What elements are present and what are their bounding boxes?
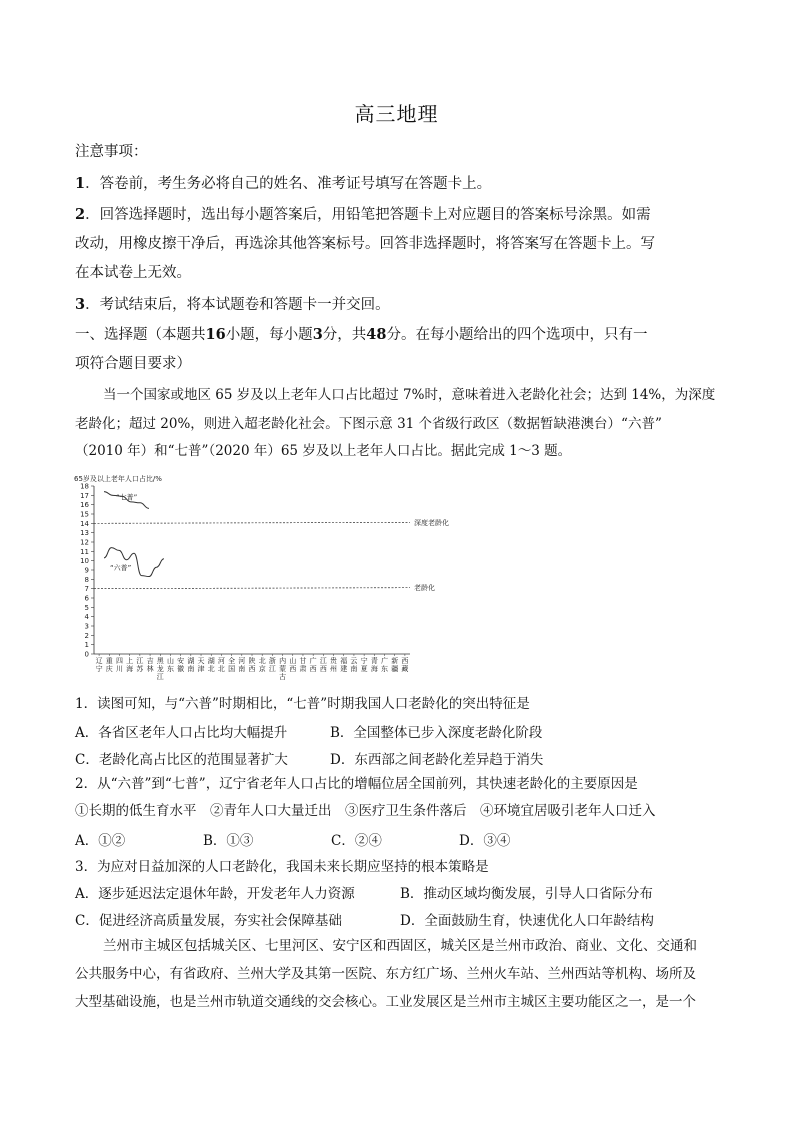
series-label: “七普” (116, 493, 138, 502)
x-tick-label-top: 湖 (207, 657, 215, 665)
y-tick-label: 14 (80, 519, 89, 528)
section-text-c: 分，共 (322, 327, 367, 343)
question-1-option-d[interactable]: D．东西部之间老龄化差异趋于消失 (330, 752, 544, 768)
x-tick-label-bottom: 南 (350, 665, 358, 673)
section-num-points: 3 (312, 326, 323, 343)
section-num-questions: 16 (205, 326, 226, 343)
x-tick-label-top: 辽 (95, 657, 103, 665)
y-tick-label: 2 (84, 631, 89, 640)
passage2-line3: 大型基础设施，也是兰州市轨道交通线的交会核心。工业发展区是兰州市主城区主要功能区之一，是一个 (75, 994, 696, 1010)
x-tick-label-top: 安 (177, 657, 185, 665)
x-tick-label-bottom: 肃 (299, 665, 307, 673)
notice-item-1-text: ．答卷前，考生务必将自己的姓名、准考证号填写在答题卡上。 (85, 176, 492, 192)
x-tick-label-top: 北 (258, 657, 266, 665)
x-tick-label-top: 山 (166, 657, 174, 665)
x-tick-label-bottom: 京 (258, 665, 266, 673)
x-tick-label-top: 江 (319, 657, 327, 665)
question-2-option-c[interactable]: C．②④ (331, 833, 382, 849)
x-tick-label-bottom: 南 (238, 665, 246, 673)
y-tick-label: 17 (80, 491, 89, 500)
y-tick-label: 7 (84, 585, 89, 594)
notice-item-2-text-c: 在本试卷上无效。 (75, 265, 191, 281)
x-tick-label-bottom: 疆 (391, 665, 399, 673)
passage2-line2: 公共服务中心，有省政府、兰州大学及其第一医院、东方红广场、兰州火车站、兰州西站等机构、场所及 (75, 966, 696, 982)
x-tick-label-top: 福 (340, 657, 348, 665)
x-tick-label-top: 云 (350, 657, 358, 665)
notice-item-1-number: 1 (75, 175, 86, 192)
x-tick-label-top: 西 (401, 657, 409, 665)
y-tick-label: 1 (84, 641, 89, 650)
x-tick-label-bottom: 海 (126, 665, 134, 673)
x-tick-label-bottom: 藏 (401, 665, 409, 673)
x-tick-label-top: 河 (217, 657, 225, 665)
y-tick-label: 0 (84, 650, 89, 659)
section-text-d: 分。在每小题给出的四个选项中，只有一 (386, 327, 648, 343)
chart-y-axis-label: 65岁及以上老年人口占比/% (74, 475, 162, 483)
question-2-option-b[interactable]: B．①③ (203, 833, 254, 849)
series-label: “六普” (110, 564, 132, 572)
x-tick-label-bottom: 西 (309, 665, 317, 673)
x-tick-label-bottom: 蒙 (279, 665, 287, 673)
x-tick-label-bottom: 东 (381, 665, 389, 673)
x-tick-label-bottom: 西 (248, 665, 256, 673)
x-tick-label-top: 吉 (146, 657, 154, 665)
x-tick-label-top: 山 (289, 657, 297, 665)
passage1-line2: 老龄化；超过 20%，则进入超老龄化社会。下图示意 31 个省级行政区（数据暂缺港澳台）“六普” (75, 416, 662, 432)
question-3-option-c[interactable]: C．促进经济高质量发展，夯实社会保障基础 (75, 913, 342, 929)
x-tick-label-top: 宁 (360, 657, 368, 665)
y-tick-label: 16 (80, 501, 89, 510)
notice-item-2-number: 2 (75, 206, 86, 223)
aging-population-chart (70, 468, 470, 686)
section-heading-line2: 项符合题目要求） (75, 356, 191, 372)
question-1-stem: 1．读图可知，与“六普”时期相比，“七普”时期我国人口老龄化的突出特征是 (75, 696, 530, 712)
question-3-stem: 3．为应对日益加深的人口老龄化，我国未来长期应坚持的根本策略是 (75, 859, 489, 875)
notice-item-1 (75, 173, 725, 195)
x-tick-label-bottom: 北 (207, 665, 215, 673)
question-1-option-b[interactable]: B．全国整体已步入深度老龄化阶段 (330, 725, 543, 741)
passage2-line1: 兰州市主城区包括城关区、七里河区、安宁区和西固区，城关区是兰州市政治、商业、文化、交通和 (103, 938, 697, 954)
x-tick-label-top: 广 (381, 657, 389, 665)
x-tick-label-top: 新 (391, 657, 399, 665)
x-tick-label-top: 内 (279, 657, 287, 665)
x-tick-label-bottom: 州 (330, 665, 338, 673)
y-tick-label: 10 (80, 557, 89, 566)
question-1-option-c[interactable]: C．老龄化高占比区的范围显著扩大 (75, 752, 288, 768)
x-tick-label-bottom: 西 (319, 665, 327, 673)
x-tick-label-bottom: 北 (217, 665, 225, 673)
x-tick-label-top: 四 (115, 657, 123, 665)
x-tick-label-bottom: 林 (146, 665, 154, 673)
y-tick-label: 6 (84, 594, 89, 603)
x-tick-label-bottom: 川 (115, 665, 123, 673)
question-3-option-a[interactable]: A．逐步延迟法定退休年龄，开发老年人力资源 (75, 886, 355, 902)
y-tick-label: 3 (84, 622, 89, 631)
x-tick-label-bottom: 南 (187, 665, 195, 673)
y-tick-label: 18 (80, 482, 89, 491)
passage1-line3: （2010 年）和“七普”（2020 年）65 岁及以上老年人口占比。据此完成 1～3 题。 (75, 443, 572, 459)
y-tick-label: 5 (84, 603, 89, 612)
y-tick-label: 12 (80, 538, 89, 547)
notice-item-2-text-a: ．回答选择题时，选出每小题答案后，用铅笔把答题卡上对应题目的答案标号涂黑。如需 (85, 207, 651, 223)
x-tick-label-bottom: 建 (340, 665, 348, 673)
x-tick-label-top: 河 (238, 657, 246, 665)
x-tick-label-top: 贵 (330, 657, 338, 665)
y-tick-label: 11 (80, 547, 89, 556)
x-tick-label-top: 重 (105, 657, 113, 665)
page-title: 高三地理 (354, 102, 439, 126)
x-tick-label-top: 甘 (299, 657, 307, 665)
section-heading (75, 324, 725, 346)
x-tick-label-bottom: 国 (228, 665, 236, 673)
question-2-option-d[interactable]: D．③④ (459, 833, 511, 849)
notice-item-3 (75, 294, 725, 316)
x-tick-label-bottom: 苏 (136, 665, 144, 673)
reference-line (94, 522, 410, 523)
notice-item-3-text: ．考试结束后，将本试题卷和答题卡一并交回。 (85, 297, 390, 313)
x-tick-label-top: 江 (136, 657, 144, 665)
x-tick-label-extra: 江 (156, 673, 164, 681)
x-tick-label-top: 全 (228, 657, 236, 665)
x-tick-label-top: 天 (197, 657, 205, 665)
x-tick-label-bottom: 庆 (105, 665, 113, 673)
section-text-b: 小题，每小题 (225, 327, 313, 343)
question-3-option-d[interactable]: D．全面鼓励生育，快速优化人口年龄结构 (400, 913, 654, 929)
y-tick-label: 9 (84, 566, 89, 575)
reference-line-label: 深度老龄化 (414, 518, 449, 527)
x-tick-label-top: 湖 (187, 657, 195, 665)
section-num-total: 48 (366, 326, 387, 343)
x-tick-label-bottom: 徽 (177, 665, 185, 673)
y-tick-label: 8 (84, 575, 89, 584)
reference-line (94, 588, 410, 589)
question-2-statements: ①长期的低生育水平 ②青年人口大量迁出 ③医疗卫生条件落后 ④环境宜居吸引老年人口迁入 (75, 803, 656, 819)
reference-line-label: 老龄化 (414, 584, 435, 593)
passage1-line1: 当一个国家或地区 65 岁及以上老年人口占比超过 7%时，意味着进入老龄化社会；达到 14%，为深度 (103, 387, 716, 403)
series-line (104, 548, 164, 577)
y-tick-label: 13 (80, 529, 89, 538)
x-tick-label-bottom: 宁 (95, 665, 103, 673)
x-tick-label-bottom: 津 (197, 665, 205, 673)
notice-item-2-text-b: 改动，用橡皮擦干净后，再选涂其他答案标号。回答非选择题时，将答案写在答题卡上。写 (75, 236, 655, 252)
x-tick-label-top: 浙 (268, 657, 276, 665)
x-tick-label-bottom: 西 (289, 665, 297, 673)
x-tick-label-bottom: 龙 (156, 665, 164, 673)
x-tick-label-top: 广 (309, 657, 317, 665)
notice-heading: 注意事项： (75, 144, 148, 160)
y-tick-label: 15 (80, 510, 89, 519)
x-tick-label-bottom: 东 (166, 665, 174, 673)
x-tick-label-top: 黑 (156, 657, 164, 665)
notice-item-2 (75, 204, 725, 226)
question-3-option-b[interactable]: B．推动区域均衡发展，引导人口省际分布 (400, 886, 653, 902)
x-tick-label-bottom: 夏 (360, 665, 368, 673)
notice-item-3-number: 3 (75, 296, 86, 313)
x-tick-label-extra: 古 (279, 673, 287, 681)
x-tick-label-top: 陕 (248, 657, 256, 665)
y-tick-label: 4 (84, 613, 89, 622)
x-tick-label-top: 上 (126, 657, 134, 665)
question-1-option-a[interactable]: A．各省区老年人口占比均大幅提升 (75, 725, 288, 741)
section-text-a: 一、选择题（本题共 (75, 327, 206, 343)
x-tick-label-bottom: 江 (268, 665, 276, 673)
question-2-option-a[interactable]: A．①② (75, 833, 126, 849)
x-tick-label-top: 青 (370, 657, 378, 665)
x-tick-label-bottom: 海 (370, 665, 378, 673)
question-2-stem: 2．从“六普”到“七普”，辽宁省老年人口占比的增幅位居全国前列，其快速老龄化的主要原因是 (75, 776, 638, 792)
